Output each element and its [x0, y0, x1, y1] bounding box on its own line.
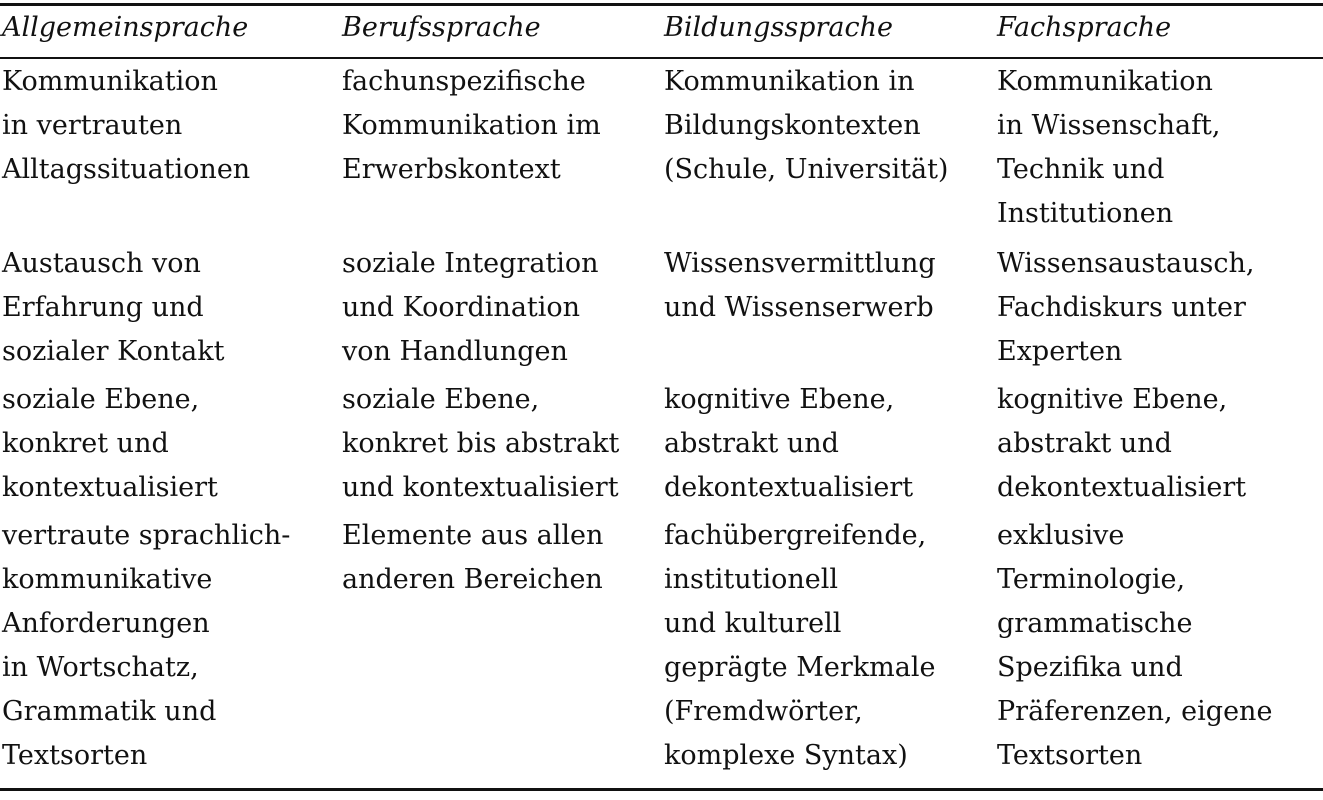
cell-text-line: (Fremdwörter,	[664, 696, 863, 727]
cell-text-line: soziale Ebene,	[342, 384, 540, 415]
table-bottom-rule	[0, 788, 1323, 791]
cell-text-line: Austausch von	[2, 248, 201, 279]
cell-text-line: Kommunikation	[2, 66, 218, 97]
table-cell	[340, 58, 662, 242]
cell-text-line: abstrakt und	[664, 428, 839, 459]
table-row	[0, 58, 1323, 242]
cell-text-line: anderen Bereichen	[342, 564, 603, 595]
cell-text-line: Wissensvermittlung	[664, 248, 936, 279]
cell-text-line: konkret und	[2, 428, 169, 459]
cell-text-line: in Wortschatz,	[2, 652, 199, 683]
table-cell	[0, 378, 340, 514]
cell-text-line: kognitive Ebene,	[997, 384, 1228, 415]
cell-text-line: Technik und	[997, 154, 1165, 185]
cell-text-line: Kommunikation im	[342, 110, 601, 141]
cell-text-line: Terminologie,	[997, 564, 1186, 595]
cell-text-line: Experten	[997, 336, 1123, 367]
table-cell	[340, 378, 662, 514]
cell-text-line: von Handlungen	[342, 336, 568, 367]
header-bildungssprache: Bildungssprache	[664, 12, 893, 43]
cell-text-line: in Wissenschaft,	[997, 110, 1221, 141]
table-header	[0, 0, 1323, 58]
cell-text-line: abstrakt und	[997, 428, 1172, 459]
table-cell	[0, 514, 340, 784]
cell-text-line: sozialer Kontakt	[2, 336, 225, 367]
cell-text-line: konkret bis abstrakt	[342, 428, 620, 459]
cell-text-line: Erwerbskontext	[342, 154, 561, 185]
cell-text-line: Alltagssituationen	[2, 154, 251, 185]
cell-text-line: und Wissenserwerb	[664, 292, 934, 323]
cell-text-line: Textsorten	[997, 740, 1143, 771]
cell-text-line: und Koordination	[342, 292, 581, 323]
cell-text-line: und kulturell	[664, 608, 842, 639]
cell-text-line: Grammatik und	[2, 696, 217, 727]
cell-text-line: fachübergreifende,	[664, 520, 927, 551]
table-row	[0, 514, 1323, 784]
header-berufssprache: Berufssprache	[342, 12, 541, 43]
table-cell	[995, 242, 1323, 378]
cell-text-line: kontextualisiert	[2, 472, 218, 503]
cell-text-line: Anforderungen	[2, 608, 210, 639]
cell-text-line: Erfahrung und	[2, 292, 204, 323]
table-row	[0, 242, 1323, 378]
table-cell	[995, 378, 1323, 514]
cell-text-line: Spezifika und	[997, 652, 1183, 683]
table-cell	[340, 242, 662, 378]
cell-text-line: Kommunikation in	[664, 66, 915, 97]
table-cell	[662, 58, 995, 242]
cell-text-line: komplexe Syntax)	[664, 740, 908, 771]
table-cell	[340, 514, 662, 784]
header-row	[0, 0, 1323, 58]
header-fachsprache: Fachsprache	[997, 12, 1172, 43]
cell-text-line: dekontextualisiert	[664, 472, 914, 503]
cell-text-line: Kommunikation	[997, 66, 1213, 97]
cell-text-line: kognitive Ebene,	[664, 384, 895, 415]
cell-text-line: vertraute sprachlich-	[2, 520, 291, 551]
table-cell	[0, 58, 340, 242]
cell-text-line: Elemente aus allen	[342, 520, 604, 551]
cell-text-line: Fachdiskurs unter	[997, 292, 1246, 323]
cell-text-line: Präferenzen, eigene	[997, 696, 1273, 727]
cell-text-line: dekontextualisiert	[997, 472, 1247, 503]
cell-text-line: in vertrauten	[2, 110, 183, 141]
table-cell	[995, 514, 1323, 784]
table-body	[0, 58, 1323, 784]
cell-text-line: soziale Ebene,	[2, 384, 200, 415]
cell-text-line: grammatische	[997, 608, 1193, 639]
cell-text-line: fachunspezifische	[342, 66, 586, 97]
table-row	[0, 378, 1323, 514]
table-cell	[0, 242, 340, 378]
table-cell	[995, 58, 1323, 242]
cell-text-line: Bildungskontexten	[664, 110, 921, 141]
cell-text-line: Wissensaustausch,	[997, 248, 1255, 279]
cell-text-line: und kontextualisiert	[342, 472, 619, 503]
header-allgemeinsprache: Allgemeinsprache	[2, 12, 249, 43]
cell-text-line: kommunikative	[2, 564, 213, 595]
cell-text-line: exklusive	[997, 520, 1125, 551]
table-cell	[662, 242, 995, 378]
cell-text-line: institutionell	[664, 564, 838, 595]
cell-text-line: soziale Integration	[342, 248, 599, 279]
cell-text-line: geprägte Merkmale	[664, 652, 936, 683]
table-cell	[662, 514, 995, 784]
cell-text-line: (Schule, Universität)	[664, 154, 949, 185]
cell-text-line: Institutionen	[997, 198, 1174, 229]
table-cell	[662, 378, 995, 514]
cell-text-line: Textsorten	[2, 740, 148, 771]
